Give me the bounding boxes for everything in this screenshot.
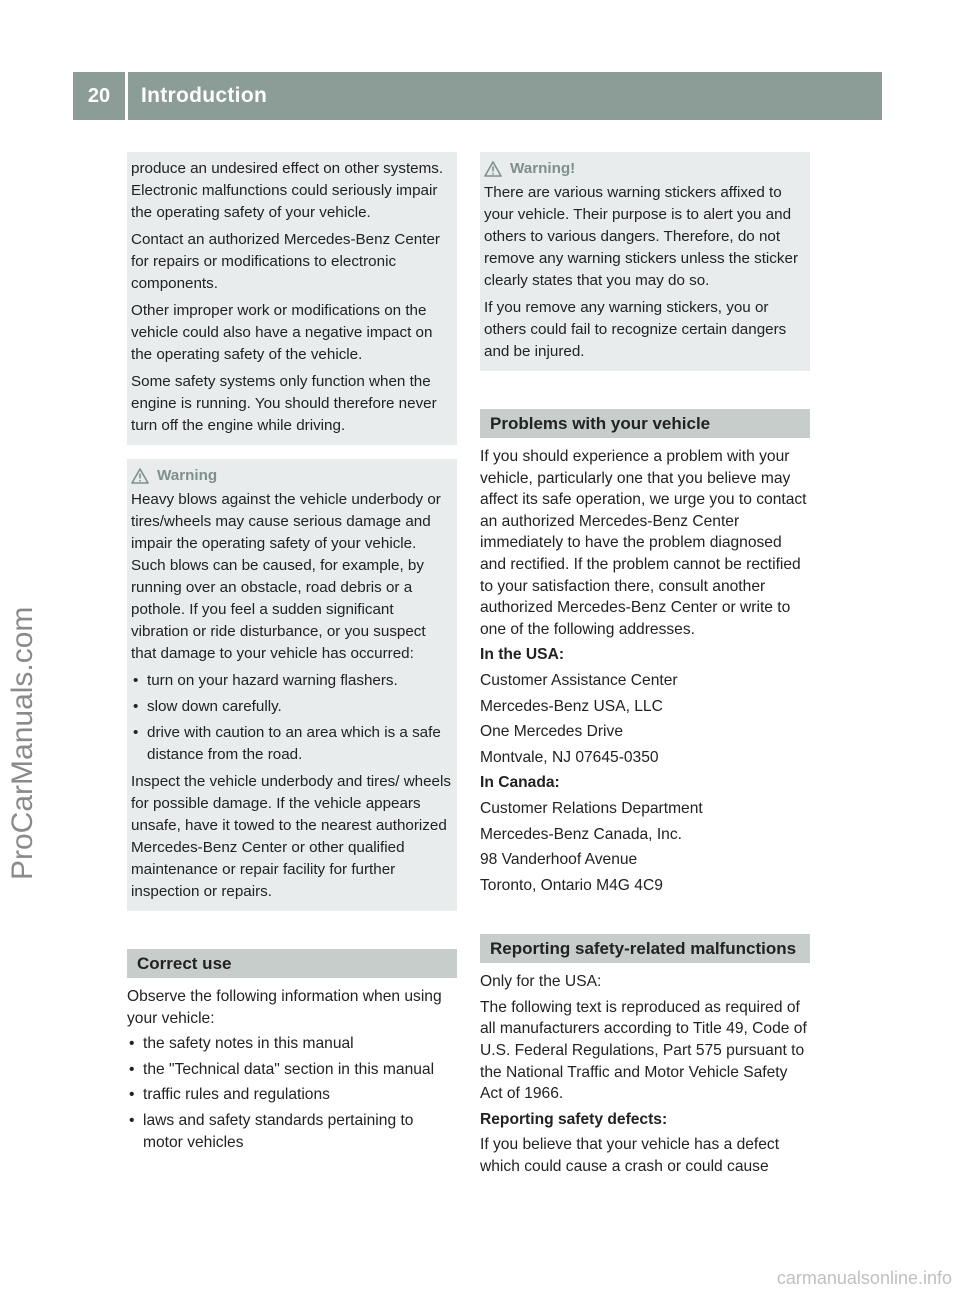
warning-box-stickers [480, 152, 810, 371]
continued-warning-box [127, 152, 457, 445]
correct-use-bullets [127, 1033, 457, 1153]
paragraph: Some safety systems only function when the engine is running. You should therefore never turn off the engine while driving. [131, 373, 437, 434]
list-item: • the "Technical data" section in this manual [127, 1059, 457, 1081]
address-line: Mercedes-Benz USA, LLC [480, 697, 663, 715]
warning-intro: Heavy blows against the vehicle underbody or tires/wheels may cause serious damage and impair the operating safety of your vehicle. Such blows can be caused, for example, by running over an obstacle, road debris or a pothole. If you feel a sudden significant vibration or ride disturbance, or you suspect that damage to your vehicle has occurred: [131, 491, 441, 662]
page-header [73, 72, 882, 120]
address-line: One Mercedes Drive [480, 723, 623, 741]
address-line: Customer Assistance Center [480, 671, 678, 689]
paragraph: Other improper work or modifications on the vehicle could also have a negative impact on the operating safety of the vehicle. [131, 302, 433, 363]
warning-outro: Inspect the vehicle underbody and tires/ wheels for possible damage. If the vehicle appears unsafe, have it towed to the nearest authorized Mercedes-Benz Center or other qualified maintenance or repair facility for further inspection or repairs. [131, 773, 451, 900]
warning-box-underbody [127, 459, 457, 911]
bottom-watermark: carmanualsonline.info [776, 1268, 952, 1288]
warning-title: Warning [157, 467, 218, 484]
right-column [480, 152, 810, 1182]
warning-triangle-icon [484, 161, 502, 177]
paragraph: Observe the following information when using your vehicle: [127, 988, 442, 1027]
list-item: • drive with caution to an area which is a safe distance from the road. [131, 722, 451, 766]
warning-bullets [131, 670, 451, 766]
warning-heading [484, 158, 804, 180]
problems-body [480, 446, 810, 896]
canada-label: In Canada: [480, 774, 560, 792]
list-item: • turn on your hazard warning flashers. [131, 670, 451, 692]
paragraph: The following text is reproduced as required of all manufacturers according to Title 49, Code of U.S. Federal Regulations, Part 575 pursuant to the National Traffic and Motor Vehicle Safety Act of 1966. [480, 998, 807, 1103]
paragraph: If you remove any warning stickers, you or others could fail to recognize certain dangers and be injured. [484, 299, 787, 360]
section-title: Introduction [141, 84, 268, 107]
paragraph: There are various warning stickers affixed to your vehicle. Their purpose is to alert you and others to various dangers. Therefore, do not remove any warning stickers unless the sticker clearly states that you may do so. [484, 184, 798, 289]
paragraph: produce an undesired effect on other systems. Electronic malfunctions could seriously impair the operating safety of your vehicle. [131, 160, 444, 221]
paragraph: If you should experience a problem with your vehicle, particularly one that you believe may affect its safe operation, we urge you to contact an authorized Mercedes-Benz Center immediately to have the problem diagnosed and rectified. If the problem cannot be rectified to your satisfaction there, consult another authorized Mercedes-Benz Center or write to one of the following addresses. [480, 448, 807, 638]
defects-label: Reporting safety defects: [480, 1110, 668, 1128]
paragraph: Contact an authorized Mercedes-Benz Center for repairs or modifications to electronic components. [131, 231, 440, 292]
heading-correct-use: Correct use [127, 949, 457, 978]
page-number: 20 [87, 84, 111, 107]
address-line: 98 Vanderhoof Avenue [480, 851, 638, 869]
warning-triangle-icon [131, 468, 149, 484]
header-divider [125, 72, 128, 120]
list-item: • laws and safety standards pertaining to motor vehicles [127, 1110, 457, 1153]
heading-reporting: Reporting safety-related malfunctions [480, 934, 810, 963]
reporting-body [480, 971, 810, 1177]
left-column [127, 152, 457, 1158]
address-line: Toronto, Ontario M4G 4C9 [480, 876, 663, 894]
heading-problems: Problems with your vehicle [480, 409, 810, 438]
side-watermark: ProCarManuals.com [6, 606, 39, 880]
address-line: Montvale, NJ 07645-0350 [480, 748, 659, 766]
address-line: Customer Relations Department [480, 799, 703, 817]
address-line: Mercedes-Benz Canada, Inc. [480, 825, 682, 843]
warning-heading [131, 465, 451, 487]
correct-use-body [127, 986, 457, 1153]
paragraph: Only for the USA: [480, 973, 602, 991]
list-item: • traffic rules and regulations [127, 1084, 457, 1106]
list-item: • the safety notes in this manual [127, 1033, 457, 1055]
list-item: • slow down carefully. [131, 696, 451, 718]
usa-label: In the USA: [480, 646, 565, 664]
paragraph: If you believe that your vehicle has a defect which could cause a crash or could cause [480, 1136, 780, 1176]
warning-title: Warning! [510, 160, 576, 177]
